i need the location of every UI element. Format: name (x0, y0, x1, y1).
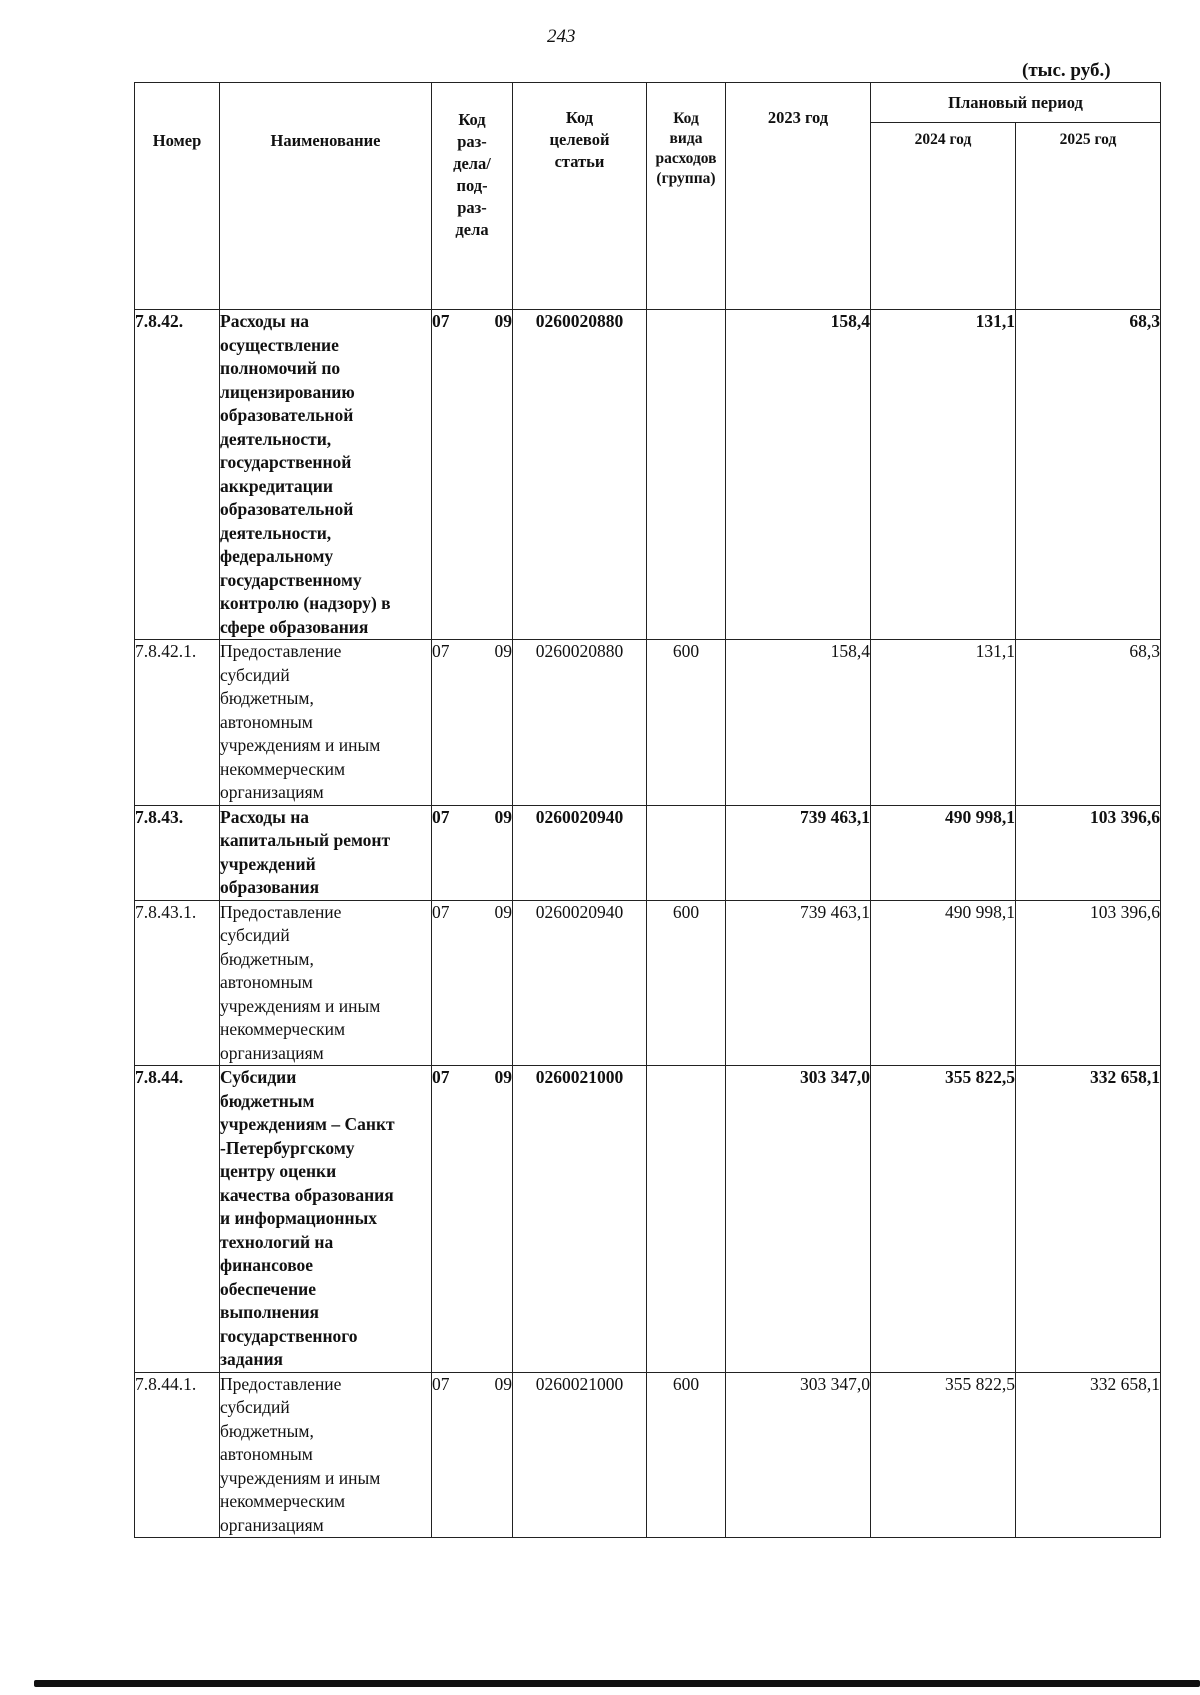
cell-amount-2025: 332 658,1 (1016, 1066, 1161, 1373)
section-code: 07 (432, 641, 450, 661)
subsection-code: 09 (494, 901, 512, 922)
cell-name: Расходы на капитальный ремонт учреждений образования (220, 805, 432, 900)
cell-amount-2025: 68,3 (1016, 310, 1161, 640)
header-section-code: Код раз- дела/ под- раз- дела (432, 83, 513, 310)
cell-section-code (432, 1372, 513, 1538)
cell-name: Субсидии бюджетным учреждениям – Санкт -Петербургскому центру оценки качества образования и информационных технологий на финансовое обеспечение выполнения государственного задания (220, 1066, 432, 1373)
units-label: (тыс. руб.) (1022, 60, 1111, 81)
cell-expense-type-code (647, 310, 726, 640)
cell-amount-2024: 355 822,5 (871, 1066, 1016, 1373)
cell-number: 7.8.42. (135, 310, 220, 640)
cell-amount-2023: 158,4 (726, 640, 871, 806)
cell-section-code (432, 1066, 513, 1373)
cell-target-code: 0260021000 (513, 1066, 647, 1373)
footer-rule (34, 1680, 1200, 1687)
cell-target-code: 0260020940 (513, 900, 647, 1066)
cell-amount-2024: 355 822,5 (871, 1372, 1016, 1538)
budget-table (134, 82, 1161, 1538)
cell-target-code: 0260020880 (513, 310, 647, 640)
table-row (135, 900, 1161, 1066)
cell-name: Предоставление субсидий бюджетным, автономным учреждениям и иным некоммерческим организациям (220, 640, 432, 806)
page-number: 243 (547, 26, 576, 47)
cell-expense-type-code (647, 1066, 726, 1373)
table-row (135, 310, 1161, 640)
cell-number: 7.8.44. (135, 1066, 220, 1373)
header-year-2023: 2023 год (726, 83, 871, 310)
header-name: Наименование (220, 83, 432, 310)
cell-section-code (432, 900, 513, 1066)
cell-amount-2025: 332 658,1 (1016, 1372, 1161, 1538)
table-body (135, 310, 1161, 1538)
cell-number: 7.8.42.1. (135, 640, 220, 806)
cell-target-code: 0260021000 (513, 1372, 647, 1538)
subsection-code: 09 (494, 311, 512, 331)
cell-amount-2025: 103 396,6 (1016, 900, 1161, 1066)
subsection-code: 09 (494, 806, 512, 827)
cell-amount-2024: 131,1 (871, 310, 1016, 640)
table-row (135, 805, 1161, 900)
cell-expense-type-code (647, 805, 726, 900)
header-number: Номер (135, 83, 220, 310)
cell-number: 7.8.44.1. (135, 1372, 220, 1538)
cell-section-code (432, 640, 513, 806)
subsection-code: 09 (494, 1067, 512, 1087)
cell-amount-2025: 68,3 (1016, 640, 1161, 806)
cell-target-code: 0260020880 (513, 640, 647, 806)
cell-amount-2024: 490 998,1 (871, 805, 1016, 900)
cell-name: Предоставление субсидий бюджетным, автономным учреждениям и иным некоммерческим организациям (220, 900, 432, 1066)
table-header (135, 83, 1161, 310)
section-code: 07 (432, 1373, 450, 1394)
cell-number: 7.8.43. (135, 805, 220, 900)
cell-amount-2023: 303 347,0 (726, 1066, 871, 1373)
cell-amount-2023: 739 463,1 (726, 900, 871, 1066)
subsection-code: 09 (494, 1373, 512, 1394)
header-year-2025: 2025 год (1016, 123, 1161, 310)
cell-expense-type-code: 600 (647, 640, 726, 806)
header-expense-type-code: Код вида расходов (группа) (647, 83, 726, 310)
section-code: 07 (432, 311, 450, 331)
header-target-code: Код целевой статьи (513, 83, 647, 310)
cell-name: Расходы на осуществление полномочий по лицензированию образовательной деятельности, государственной аккредитации образовательной деятельности, федеральному государственному контролю (надзору) в сфере образования (220, 310, 432, 640)
cell-name: Предоставление субсидий бюджетным, автономным учреждениям и иным некоммерческим организациям (220, 1372, 432, 1538)
cell-amount-2023: 739 463,1 (726, 805, 871, 900)
header-plan-period: Плановый период (871, 83, 1161, 123)
section-code: 07 (432, 1067, 450, 1087)
table-row (135, 1372, 1161, 1538)
cell-target-code: 0260020940 (513, 805, 647, 900)
section-code: 07 (432, 806, 450, 827)
cell-amount-2024: 131,1 (871, 640, 1016, 806)
cell-expense-type-code: 600 (647, 1372, 726, 1538)
cell-expense-type-code: 600 (647, 900, 726, 1066)
header-year-2024: 2024 год (871, 123, 1016, 310)
table-row (135, 1066, 1161, 1373)
cell-section-code (432, 310, 513, 640)
cell-section-code (432, 805, 513, 900)
cell-amount-2023: 303 347,0 (726, 1372, 871, 1538)
cell-amount-2024: 490 998,1 (871, 900, 1016, 1066)
cell-amount-2023: 158,4 (726, 310, 871, 640)
cell-amount-2025: 103 396,6 (1016, 805, 1161, 900)
cell-number: 7.8.43.1. (135, 900, 220, 1066)
subsection-code: 09 (494, 641, 512, 661)
table-row (135, 640, 1161, 806)
section-code: 07 (432, 901, 450, 922)
